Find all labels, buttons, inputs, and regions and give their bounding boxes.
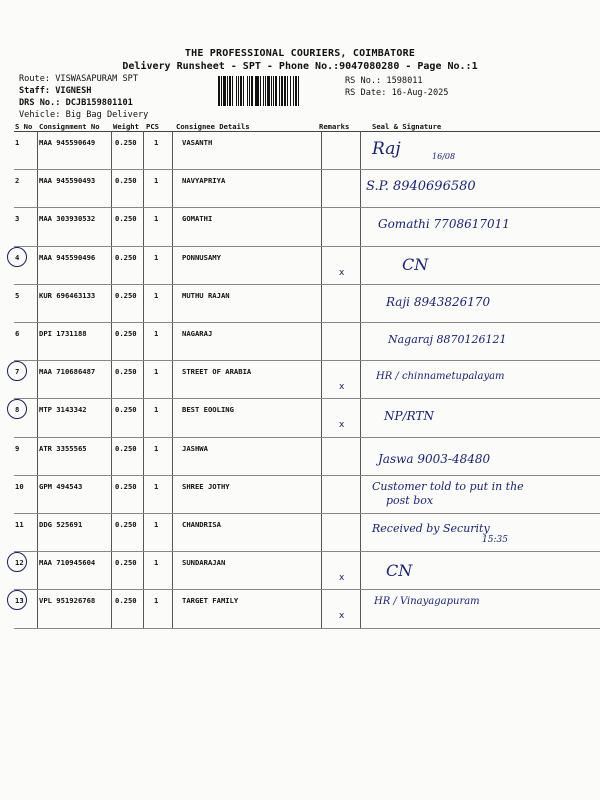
rs-date: RS Date: 16-Aug-2025	[345, 88, 449, 98]
col-pcs: PCS	[146, 122, 159, 131]
column-divider	[172, 131, 173, 628]
row-consignee: VASANTH	[182, 138, 213, 147]
row-weight: 0.250	[115, 596, 137, 606]
row-consignee: STREET OF ARABIA	[182, 367, 252, 377]
row-sno: 10	[15, 481, 24, 491]
row-weight: 0.250	[115, 138, 137, 147]
row-sno: 3	[15, 214, 20, 224]
row-signature: S.P. 8940696580	[366, 179, 476, 195]
vehicle-label: Vehicle: Big Bag Delivery	[19, 110, 149, 120]
row-consignment-no: MAA 945590496	[39, 252, 96, 262]
header-rule	[14, 131, 600, 132]
row-divider	[14, 246, 600, 247]
barcode-bar	[299, 76, 301, 106]
row-circle-mark	[7, 552, 27, 572]
row-signature: CN	[386, 561, 413, 581]
row-pcs: 1	[154, 367, 159, 377]
row-consignment-no: MAA 945590493	[39, 176, 96, 186]
row-circle-mark	[7, 361, 27, 381]
row-signature: CN	[402, 254, 429, 274]
col-remarks: Remarks	[319, 122, 350, 131]
row-pcs: 1	[154, 290, 159, 300]
row-sno: 8	[15, 405, 20, 415]
row-circle-mark	[7, 590, 27, 610]
row-consignment-no: VPL 951926768	[39, 596, 96, 606]
row-weight: 0.250	[115, 214, 137, 224]
row-sno: 11	[15, 520, 24, 529]
row-weight: 0.250	[115, 520, 137, 529]
row-remark-mark: x	[339, 420, 345, 431]
row-pcs: 1	[154, 214, 159, 224]
row-consignee: MUTHU RAJAN	[182, 290, 230, 300]
row-signature: HR / chinnametupalayam	[376, 371, 505, 383]
row-consignment-no: DPI 1731188	[39, 329, 87, 338]
drs-label: DRS No.: DCJB159801101	[19, 98, 133, 108]
row-consignee: TARGET FAMILY	[182, 596, 239, 606]
col-sno: S No	[15, 122, 33, 131]
row-signature: Raji 8943826170	[386, 294, 491, 309]
row-divider	[14, 284, 600, 285]
row-divider	[14, 360, 600, 361]
barcode	[218, 76, 340, 106]
row-pcs: 1	[154, 329, 159, 338]
row-consignment-no: MAA 303930532	[39, 214, 96, 224]
row-sno: 4	[15, 252, 20, 262]
company-title: THE PROFESSIONAL COURIERS, COIMBATORE	[184, 48, 416, 59]
row-signature-note: post box	[386, 493, 434, 507]
row-circle-mark	[7, 247, 27, 267]
row-pcs: 1	[154, 520, 159, 529]
column-divider	[111, 131, 112, 628]
row-weight: 0.250	[115, 252, 137, 262]
row-consignment-no: KUR 696463133	[39, 290, 96, 300]
row-signature: NP/RTN	[384, 409, 434, 424]
row-consignment-no: MAA 710945604	[39, 558, 96, 568]
row-pcs: 1	[154, 176, 159, 186]
row-signature: Gomathi 7708617011	[378, 217, 510, 232]
row-weight: 0.250	[115, 290, 137, 300]
row-remark-mark: x	[339, 573, 345, 584]
row-signature: Received by Security	[372, 522, 490, 535]
row-divider	[14, 475, 600, 476]
col-consignment: Consignment No	[39, 122, 100, 131]
row-signature-note: 16/08	[432, 152, 456, 161]
row-sno: 1	[15, 138, 20, 147]
row-sno: 5	[15, 290, 20, 300]
row-divider	[14, 322, 600, 323]
row-divider	[14, 398, 600, 399]
row-consignee: SUNDARAJAN	[182, 558, 226, 568]
rs-number: RS No.: 1598011	[345, 76, 423, 86]
staff-label: Staff: VIGNESH	[19, 86, 92, 96]
row-consignment-no: MAA 710686487	[39, 367, 96, 377]
row-divider	[14, 513, 600, 514]
row-circle-mark	[7, 399, 27, 419]
route-label: Route: VISWASAPURAM SPT	[19, 74, 138, 84]
row-sno: 13	[15, 596, 24, 606]
row-pcs: 1	[154, 443, 159, 453]
row-weight: 0.250	[115, 176, 137, 186]
row-pcs: 1	[154, 252, 159, 262]
row-sno: 12	[15, 558, 24, 568]
row-divider	[14, 551, 600, 552]
row-pcs: 1	[154, 596, 159, 606]
col-seal-signature: Seal & Signature	[372, 122, 442, 131]
row-consignee: NAGARAJ	[182, 329, 213, 338]
row-remark-mark: x	[339, 267, 345, 278]
row-sno: 9	[15, 443, 20, 453]
row-pcs: 1	[154, 481, 159, 491]
col-consignee: Consignee Details	[176, 122, 250, 131]
row-pcs: 1	[154, 405, 159, 415]
row-consignee: JASHWA	[182, 443, 208, 453]
row-consignment-no: DDG 525691	[39, 520, 83, 529]
row-signature: Customer told to put in the	[372, 479, 524, 493]
row-consignment-no: GPM 494543	[39, 481, 83, 491]
column-divider	[37, 131, 38, 628]
row-consignee: SHREE JOTHY	[182, 481, 230, 491]
row-consignee: PONNUSAMY	[182, 252, 221, 262]
row-consignee: GOMATHI	[182, 214, 213, 224]
col-weight: Weight	[113, 122, 139, 131]
row-weight: 0.250	[115, 558, 137, 568]
row-weight: 0.250	[115, 367, 137, 377]
row-remark-mark: x	[339, 611, 345, 622]
row-consignee: CHANDRISA	[182, 520, 221, 529]
row-weight: 0.250	[115, 443, 137, 453]
row-weight: 0.250	[115, 481, 137, 491]
runsheet-subtitle: Delivery Runsheet - SPT - Phone No.:9047080280 - Page No.:1	[122, 61, 478, 72]
row-pcs: 1	[154, 558, 159, 568]
column-divider	[143, 131, 144, 628]
column-divider	[360, 131, 361, 628]
row-signature-note: 15:35	[482, 535, 508, 545]
row-consignee: NAVYAPRIYA	[182, 176, 226, 186]
row-divider	[14, 207, 600, 208]
row-divider	[14, 589, 600, 590]
row-weight: 0.250	[115, 405, 137, 415]
row-consignment-no: MTP 3143342	[39, 405, 87, 415]
row-divider	[14, 437, 600, 438]
row-consignment-no: ATR 3355565	[39, 443, 87, 453]
row-signature: Jaswa 9003-48480	[378, 451, 491, 466]
row-sno: 6	[15, 329, 20, 338]
row-remark-mark: x	[339, 382, 345, 393]
column-divider	[321, 131, 322, 628]
row-signature: HR / Vinayagapuram	[374, 596, 480, 608]
row-divider	[14, 169, 600, 170]
row-sno: 7	[15, 367, 20, 377]
row-weight: 0.250	[115, 329, 137, 338]
row-pcs: 1	[154, 138, 159, 147]
row-sno: 2	[15, 176, 20, 186]
row-divider	[14, 628, 600, 629]
row-consignee: BEST EOOLING	[182, 405, 234, 415]
row-consignment-no: MAA 945590649	[39, 138, 96, 147]
row-signature: Raj	[372, 139, 401, 159]
row-signature: Nagaraj 8870126121	[388, 333, 507, 346]
